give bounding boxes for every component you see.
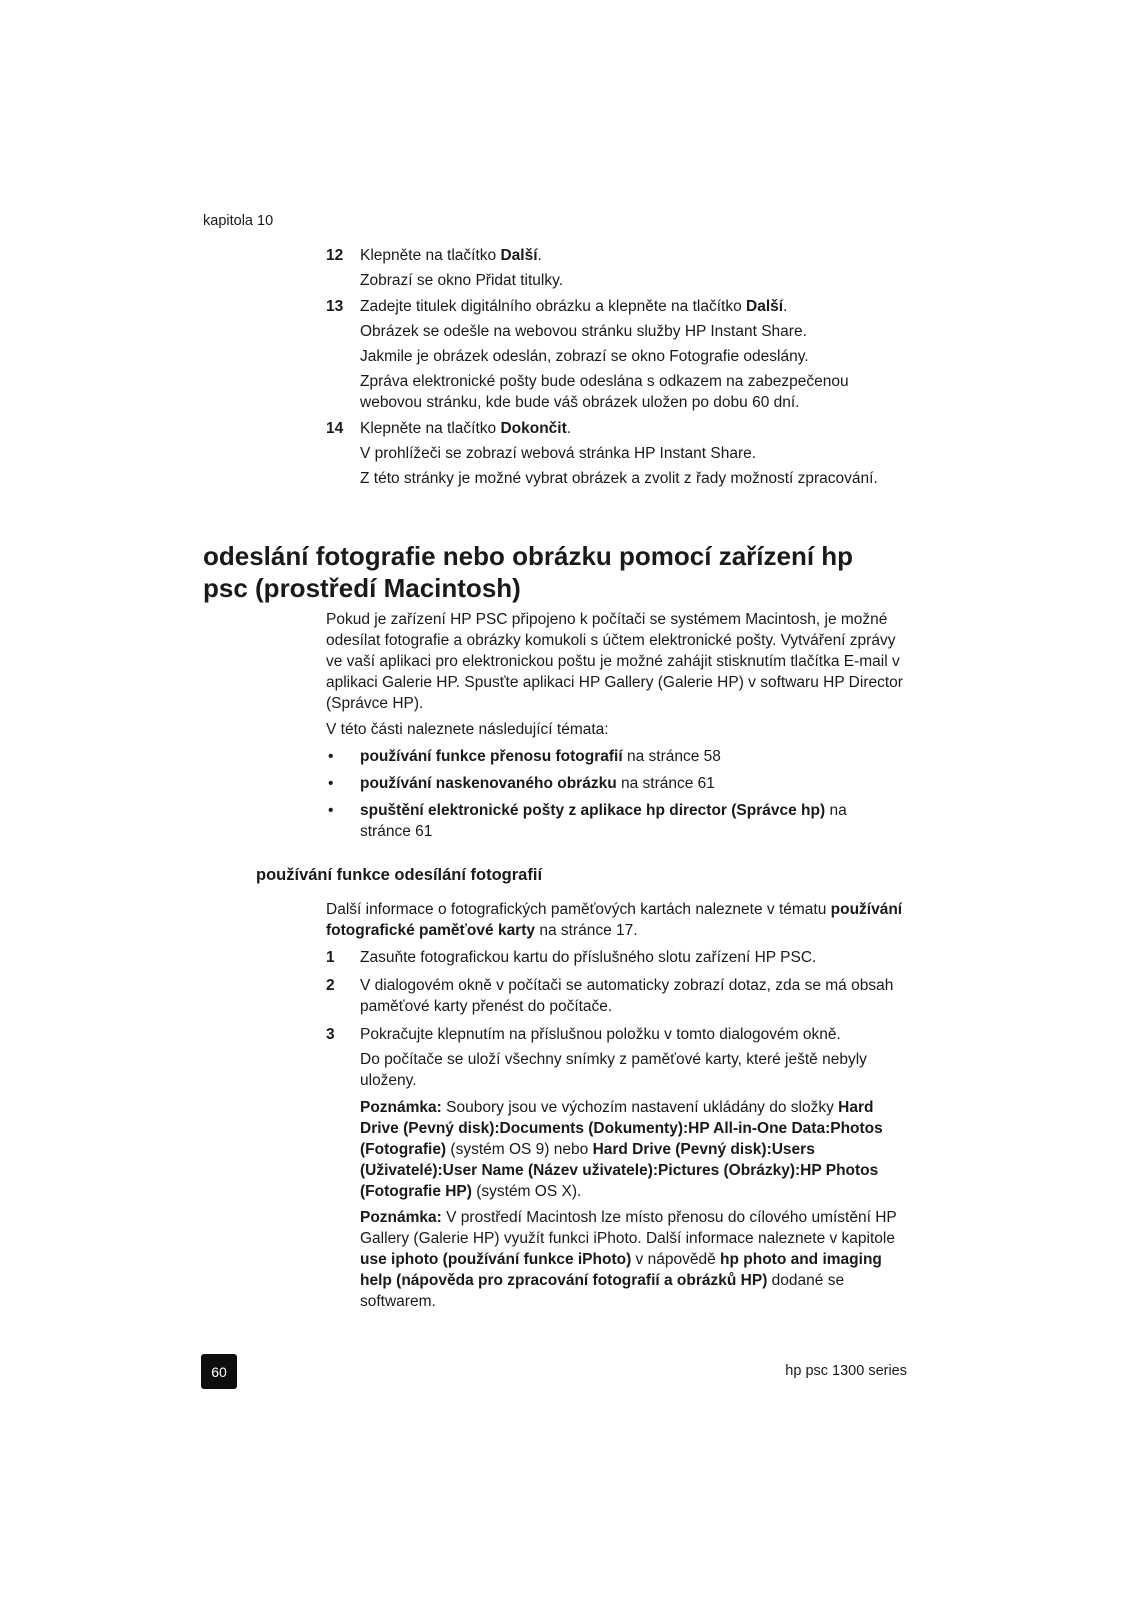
topic-link[interactable]: používání naskenovaného obrázku bbox=[360, 775, 617, 792]
step-number: 13 bbox=[326, 298, 344, 315]
step-instruction: Klepněte na tlačítko Další. bbox=[360, 247, 542, 264]
step-3 bbox=[326, 1024, 906, 1095]
step-result: Jakmile je obrázek odeslán, zobrazí se okno Fotografie odeslány. bbox=[360, 348, 809, 365]
section-title: odeslání fotografie nebo obrázku pomocí zařízení hp psc (prostředí Macintosh) bbox=[203, 541, 854, 603]
step-12 bbox=[326, 245, 906, 295]
topic-link[interactable]: spuštění elektronické pošty z aplikace hp director (Správce hp) bbox=[360, 802, 826, 819]
topic-item: • používání funkce přenosu fotografií na stránce 58 bbox=[328, 748, 721, 765]
step-result: Zpráva elektronické pošty bude odeslána s odkazem na zabezpečenou webovou stránku, kde bude váš obrázek uložen po dobu 60 dní. bbox=[360, 373, 849, 411]
topic-item: • používání naskenovaného obrázku na stránce 61 bbox=[328, 775, 715, 792]
topic-item: • spuštění elektronické pošty z aplikace hp director (Správce hp) na stránce 61 bbox=[328, 802, 847, 840]
step-instruction: Zadejte titulek digitálního obrázku a klepněte na tlačítko Další. bbox=[360, 298, 788, 315]
step-1 bbox=[326, 947, 906, 972]
topic-link[interactable]: používání funkce přenosu fotografií bbox=[360, 748, 623, 765]
bullet-icon: • bbox=[328, 775, 334, 792]
note-2: Poznámka: V prostředí Macintosh lze místo přenosu do cílového umístění HP Gallery (Galerie HP) využít funkci iPhoto. Další informace naleznete v kapitole use iphoto (používání funkce iPhoto) v nápovědě hp photo and imaging help (nápověda pro zpracování fotografií a obrázků HP) dodané se softwarem. bbox=[360, 1209, 897, 1310]
step-instruction: Klepněte na tlačítko Dokončit. bbox=[360, 420, 572, 437]
step-result: Z této stránky je možné vybrat obrázek a zvolit z řady možností zpracování. bbox=[360, 470, 878, 487]
note-label: Poznámka: bbox=[360, 1209, 442, 1226]
product-name: hp psc 1300 series bbox=[785, 1363, 907, 1379]
note-1: Poznámka: Soubory jsou ve výchozím nastavení ukládány do složky Hard Drive (Pevný disk):Documents (Dokumenty):HP All-in-One Data:Photos (Fotografie) (systém OS 9) nebo Hard Drive (Pevný disk):Users (Uživatelé):User Name (Název uživatele):Pictures (Obrázky):HP Photos (Fotografie HP) (systém OS X). bbox=[360, 1099, 883, 1200]
section-intro: Pokud je zařízení HP PSC připojeno k počítači se systémem Macintosh, je možné odesílat fotografie a obrázky komukoli s účtem elektronické pošty. Vytváření zprávy ve vaší aplikaci pro elektronickou poštu je možné zahájit stisknutím tlačítka E-mail v aplikaci Galerie HP. Spusťte aplikaci HP Gallery (Galerie HP) v softwaru HP Director (Správce HP). bbox=[326, 611, 903, 712]
note-label: Poznámka: bbox=[360, 1099, 442, 1116]
step-result: V prohlížeči se zobrazí webová stránka HP Instant Share. bbox=[360, 445, 757, 462]
step-2 bbox=[326, 975, 906, 1021]
chapter-label: kapitola 10 bbox=[203, 213, 274, 229]
step-number: 12 bbox=[326, 247, 344, 264]
page-number: 60 bbox=[201, 1354, 237, 1389]
step-13 bbox=[326, 296, 906, 417]
step-instruction: Zasuňte fotografickou kartu do příslušného slotu zařízení HP PSC. bbox=[360, 949, 817, 966]
step-number: 14 bbox=[326, 420, 344, 437]
step-instruction: Pokračujte klepnutím na příslušnou položku v tomto dialogovém okně. bbox=[360, 1026, 841, 1043]
bullet-icon: • bbox=[328, 748, 334, 765]
step-result: Zobrazí se okno Přidat titulky. bbox=[360, 272, 564, 289]
bullet-icon: • bbox=[328, 802, 334, 819]
note-link[interactable]: hp photo and imaging help (nápověda pro zpracování fotografií a obrázků HP) bbox=[360, 1251, 882, 1289]
step-14 bbox=[326, 418, 906, 493]
topics-lead: V této části naleznete následující témata: bbox=[326, 721, 609, 738]
step-number: 3 bbox=[326, 1026, 335, 1043]
step-result: Obrázek se odešle na webovou stránku služby HP Instant Share. bbox=[360, 323, 807, 340]
subsection-intro: Další informace o fotografických paměťových kartách naleznete v tématu používání fotografické paměťové karty na stránce 17. bbox=[326, 901, 903, 939]
step-result: Do počítače se uloží všechny snímky z paměťové karty, které ještě nebyly uloženy. bbox=[360, 1051, 867, 1089]
step-instruction: V dialogovém okně v počítači se automaticky zobrazí dotaz, zda se má obsah paměťové karty přenést do počítače. bbox=[360, 977, 894, 1015]
step-number: 1 bbox=[326, 949, 335, 966]
step-number: 2 bbox=[326, 977, 335, 994]
note-link[interactable]: use iphoto (používání funkce iPhoto) bbox=[360, 1251, 632, 1268]
intro-link[interactable]: používání fotografické paměťové karty bbox=[326, 901, 903, 939]
subsection-title: používání funkce odesílání fotografií bbox=[256, 866, 543, 884]
